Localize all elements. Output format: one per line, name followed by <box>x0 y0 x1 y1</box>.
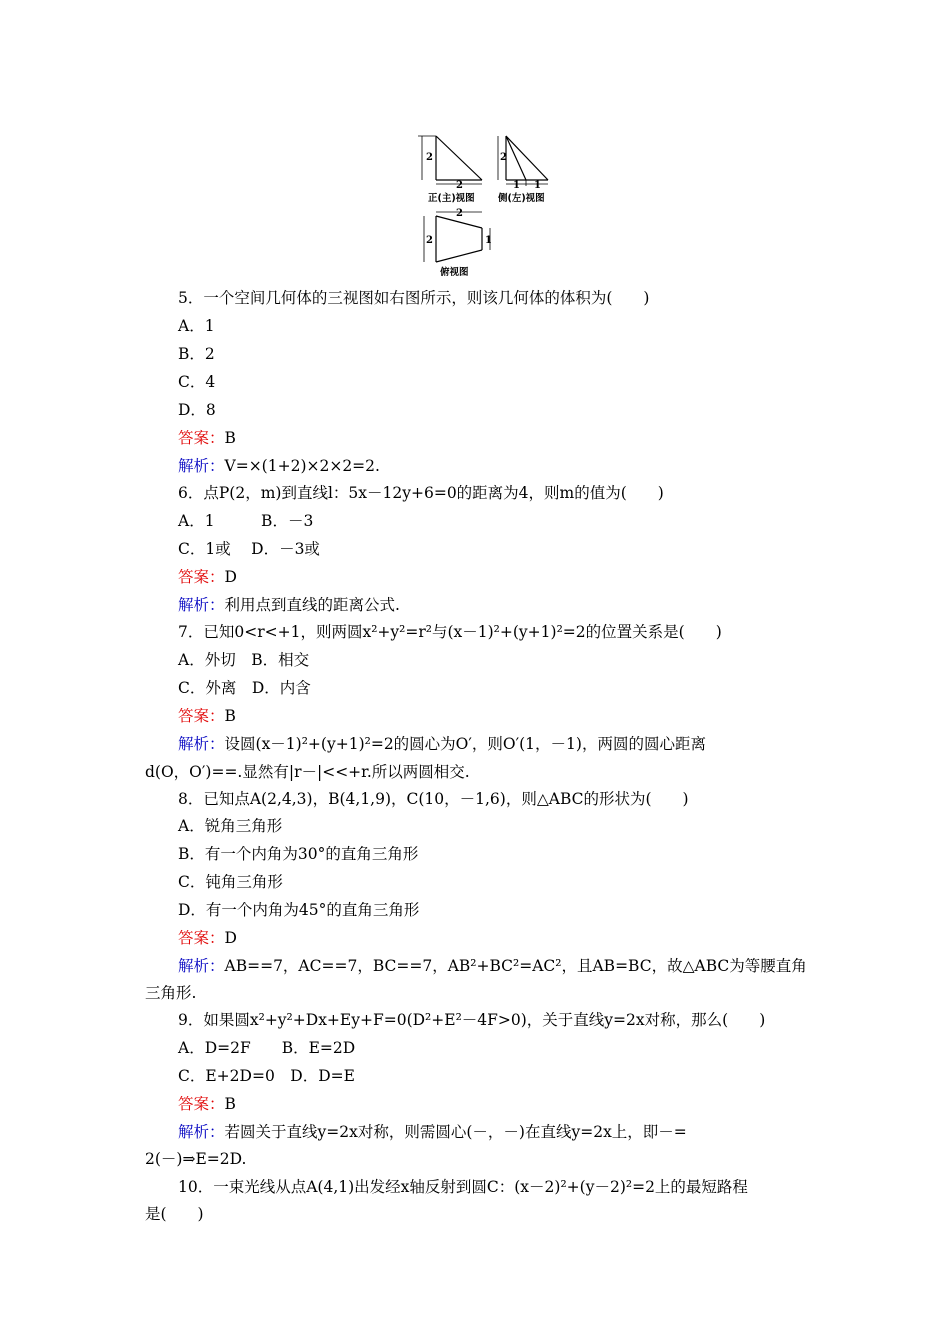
analysis-label: 解析： <box>178 596 225 614</box>
q6-stem: 6．点P(2，m)到直线l：5x－12y+6=0的距离为4，则m的值为( ) <box>178 484 664 502</box>
q6-options-line2: C．1或 D．－3或 <box>178 540 320 558</box>
q8-stem: 8．已知点A(2,4,3)，B(4,1,9)，C(10，－1,6)，则△ABC的形状为( ) <box>178 790 689 808</box>
q6-options-line1: A．1 B．－3 <box>178 512 314 530</box>
three-view-figure <box>410 128 550 278</box>
analysis-label: 解析： <box>178 957 225 975</box>
q7-options-line1: A．外切 B．相交 <box>178 651 310 669</box>
answer-value: D <box>224 568 237 586</box>
q7-analysis-line2: d(O，O′)==.显然有|r－|<<+r.所以两圆相交. <box>145 763 470 781</box>
q9-stem: 9．如果圆x²+y²+Dx+Ey+F=0(D²+E²－4F>0)，关于直线y=2x对称，那么( ) <box>178 1011 766 1029</box>
q8-option-c: C．钝角三角形 <box>178 873 283 891</box>
q5-option-b: B．2 <box>178 345 215 363</box>
top-view-label: 俯视图 <box>440 267 469 278</box>
q5-analysis <box>178 454 950 476</box>
q8-option-b: B．有一个内角为30°的直角三角形 <box>178 845 419 863</box>
q8-answer <box>178 926 950 948</box>
q9-options-line2: C．E+2D=0 D．D=E <box>178 1067 355 1085</box>
q8-option-d: D．有一个内角为45°的直角三角形 <box>178 901 420 919</box>
answer-label: 答案： <box>178 429 225 447</box>
answer-value: B <box>224 429 236 447</box>
answer-value: B <box>224 1095 236 1113</box>
q5-option-d: D．8 <box>178 401 216 419</box>
q9-analysis-line2: 2(－)⇒E=2D. <box>145 1150 247 1168</box>
q5-option-a: A．1 <box>178 317 215 335</box>
answer-label: 答案： <box>178 568 225 586</box>
analysis-text: V=×(1+2)×2×2=2. <box>224 457 380 475</box>
q7-stem: 7．已知0<r<+1，则两圆x²+y²=r²与(x－1)²+(y+1)²=2的位置关系是( ) <box>178 623 722 641</box>
side-height-label: 2 <box>500 152 507 163</box>
analysis-text: 若圆关于直线y=2x对称，则需圆心(－，－)在直线y=2x上，即－= <box>224 1123 687 1141</box>
q9-answer <box>178 1092 950 1114</box>
q9-analysis <box>178 1120 950 1142</box>
top-width-label: 2 <box>456 208 463 219</box>
q6-answer <box>178 565 950 587</box>
q9-options-line1: A．D=2F B．E=2D <box>178 1039 356 1057</box>
q6-analysis <box>178 593 950 615</box>
analysis-label: 解析： <box>178 735 225 753</box>
analysis-text: AB==7，AC==7，BC==7，AB²+BC²=AC²，且AB=BC，故△ABC为等腰直角 <box>224 957 807 975</box>
front-height-label: 2 <box>426 152 433 163</box>
q10-stem: 10．一束光线从点A(4,1)出发经x轴反射到圆C：(x－2)²+(y－2)²=2上的最短路程 <box>178 1178 748 1196</box>
q7-analysis <box>178 732 950 754</box>
answer-label: 答案： <box>178 707 225 725</box>
answer-value: D <box>224 929 237 947</box>
q5-option-c: C．4 <box>178 373 216 391</box>
q7-options-line2: C．外离 D．内含 <box>178 679 311 697</box>
q8-analysis-line2: 三角形. <box>145 984 197 1002</box>
side-right-width-label: 1 <box>534 180 541 191</box>
analysis-label: 解析： <box>178 1123 225 1141</box>
q8-analysis <box>178 954 950 976</box>
front-view-label: 正(主)视图 <box>428 193 475 204</box>
side-view-label: 侧(左)视图 <box>498 193 545 204</box>
answer-label: 答案： <box>178 1095 225 1113</box>
front-width-label: 2 <box>456 180 463 191</box>
answer-value: B <box>224 707 236 725</box>
q5-stem: 5．一个空间几何体的三视图如右图所示，则该几何体的体积为( ) <box>178 289 650 307</box>
q8-option-a: A．锐角三角形 <box>178 817 283 835</box>
q7-answer <box>178 704 950 726</box>
side-left-width-label: 1 <box>513 180 520 191</box>
analysis-text: 设圆(x－1)²+(y+1)²=2的圆心为O′，则O′(1，－1)，两圆的圆心距离 <box>224 735 706 753</box>
q10-stem-line2: 是( ) <box>145 1205 204 1223</box>
top-height-label: 2 <box>426 235 433 246</box>
q5-answer <box>178 426 950 448</box>
answer-label: 答案： <box>178 929 225 947</box>
top-right-height-label: 1 <box>485 235 492 246</box>
top-view <box>424 212 490 262</box>
analysis-text: 利用点到直线的距离公式. <box>224 596 400 614</box>
analysis-label: 解析： <box>178 457 225 475</box>
